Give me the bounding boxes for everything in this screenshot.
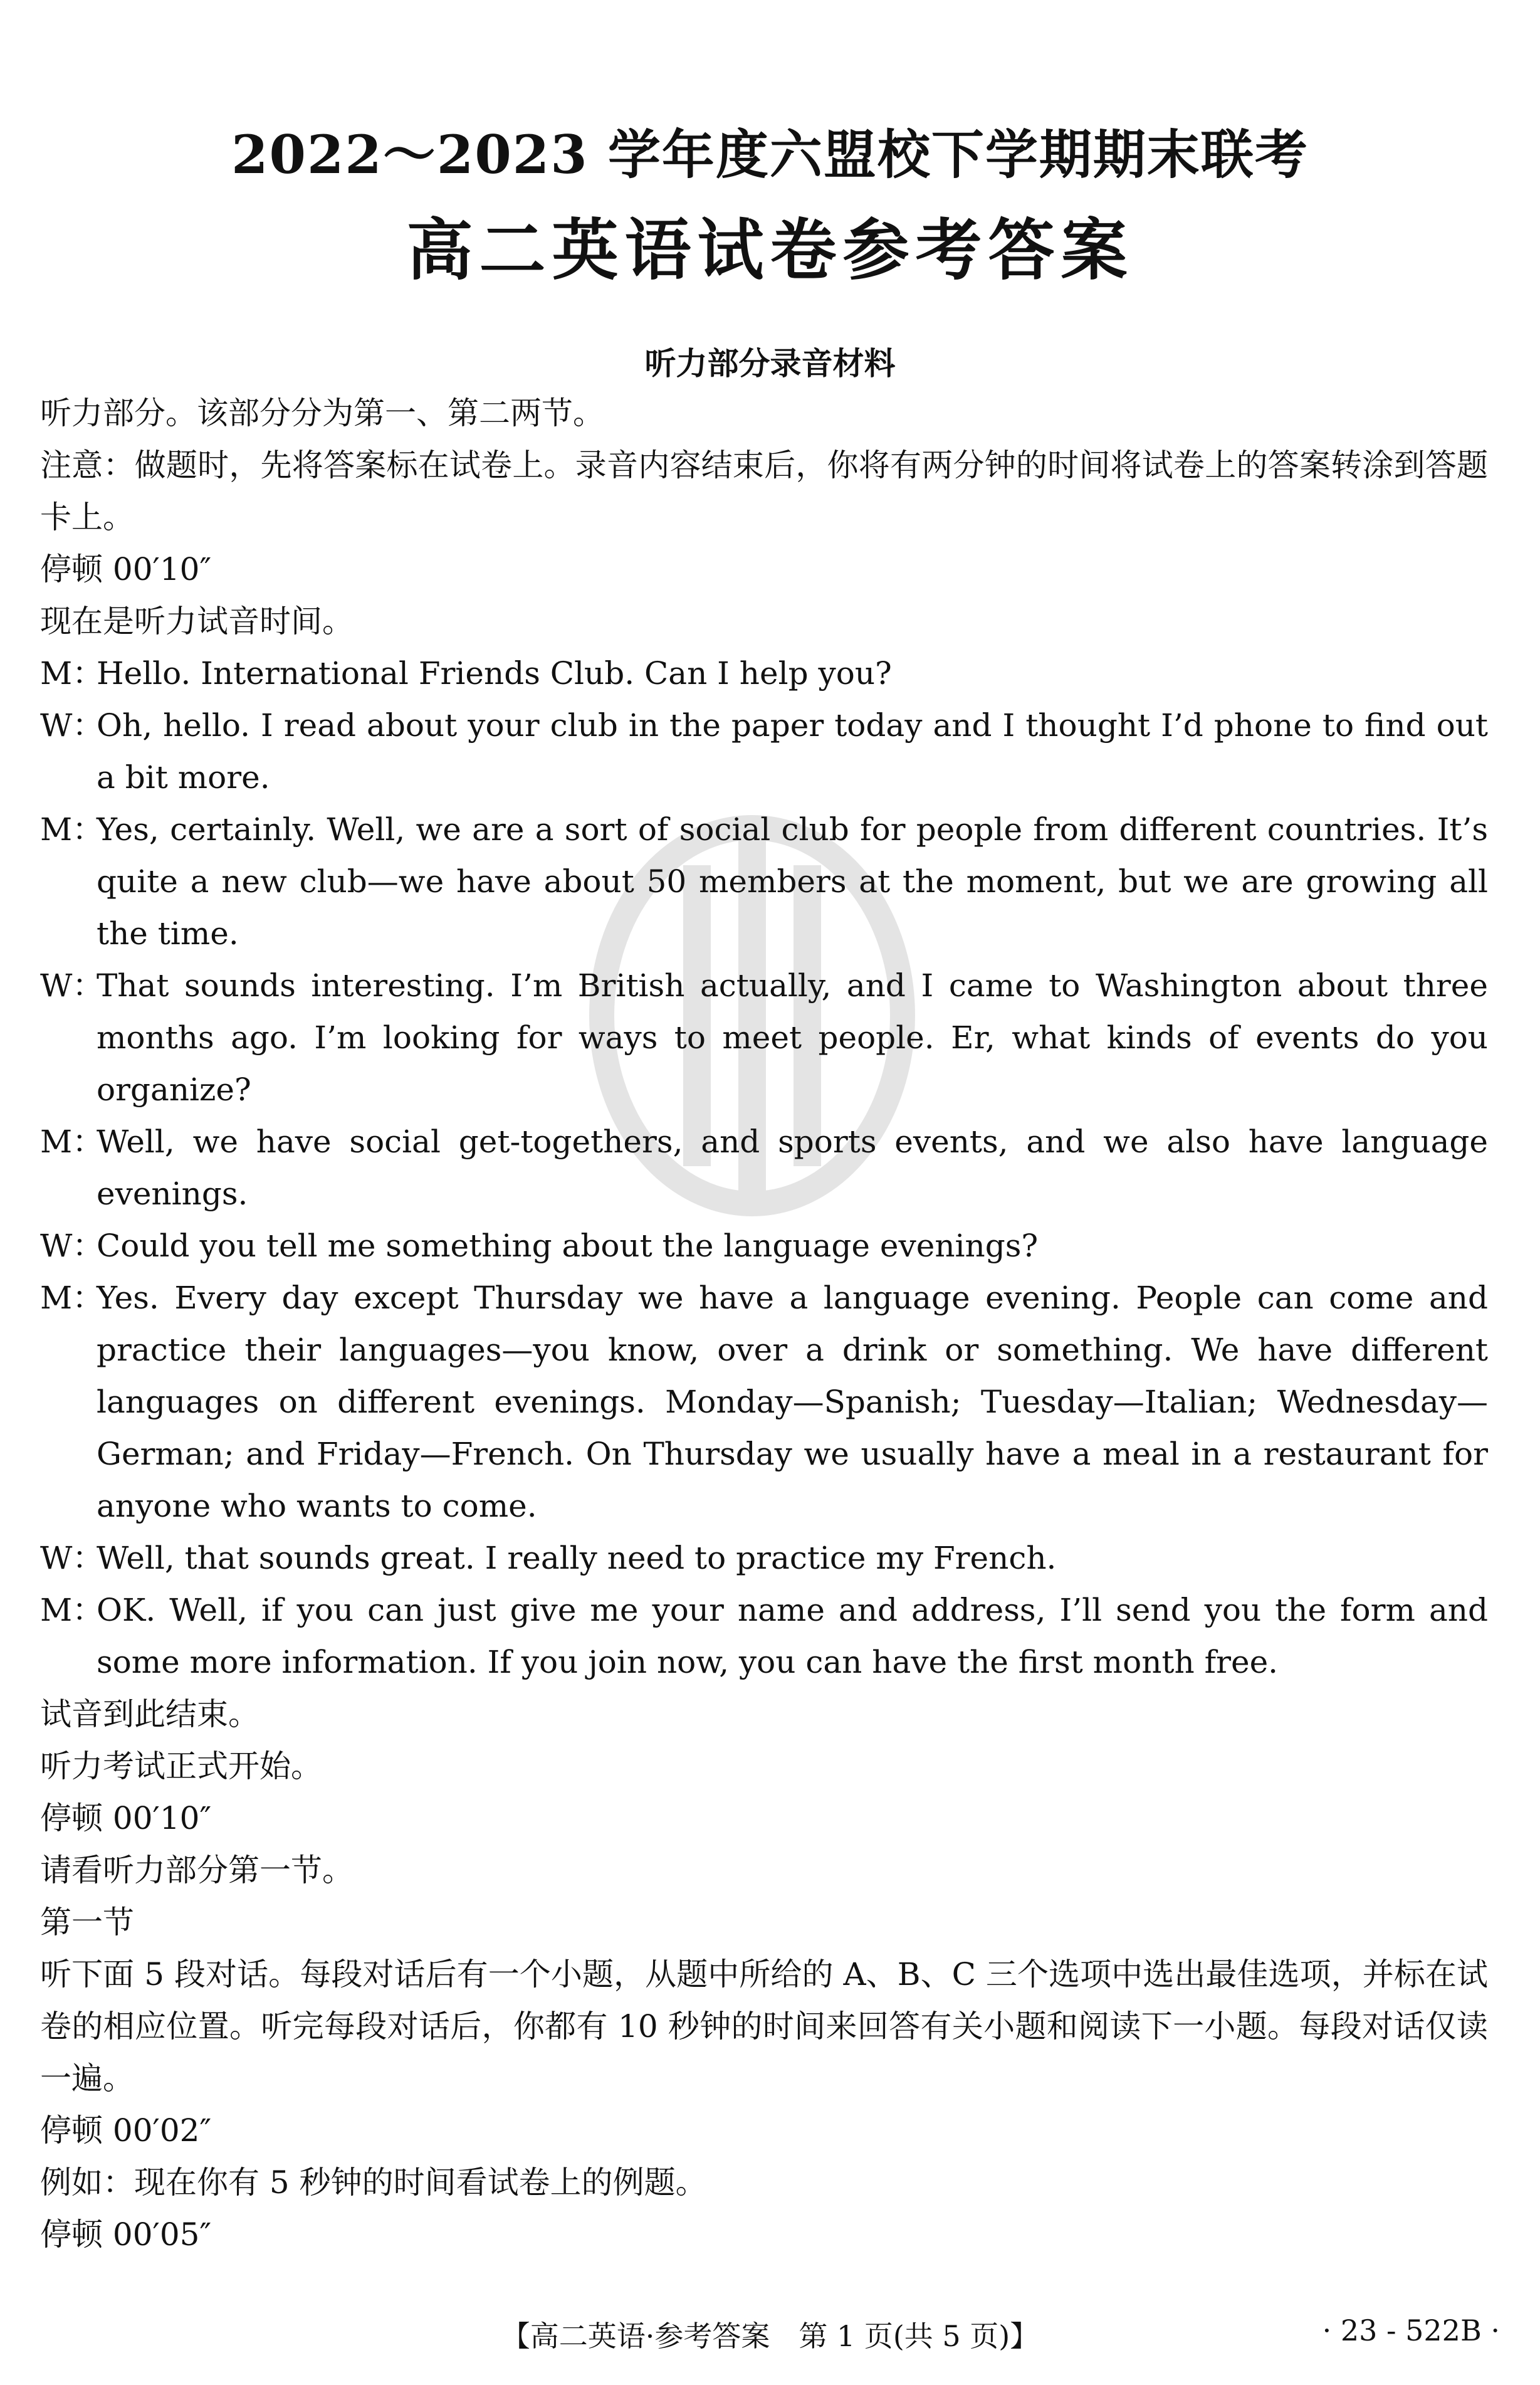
exam-title: 2022～2023 学年度六盟校下学期期末联考 xyxy=(231,124,1309,186)
speaker-label: W： xyxy=(40,967,104,1004)
intro-line: 注意：做题时，先将答案标在试卷上。录音内容结束后，你将有两分钟的时间将试卷上的答案转涂到答题卡上。 xyxy=(40,447,1488,535)
instruction-paragraph: 听下面 5 段对话。每段对话后有一个小题，从题中所给的 A、B、C 三个选项中选出最佳选项，并标在试卷的相应位置。听完每段对话后，你都有 10 秒钟的时间来回答有关小题和阅读下一小题。每段对话仅读一遍。 xyxy=(40,1956,1488,2097)
pause-line: 停顿 00′10″ xyxy=(40,1800,212,1836)
speaker-label: W： xyxy=(40,1228,104,1264)
speaker-label: M： xyxy=(40,811,104,848)
text-line: 听力考试正式开始。 xyxy=(40,1748,322,1784)
speaker-label: M： xyxy=(40,1592,104,1628)
text-line: 请看听力部分第一节。 xyxy=(40,1852,354,1888)
intro-line: 现在是听力试音时间。 xyxy=(40,603,354,640)
text-line: 例如：现在你有 5 秒钟的时间看试卷上的例题。 xyxy=(40,2164,707,2201)
dialogue-line xyxy=(40,648,1488,700)
dialogue-text: Could you tell me something about the language evenings? xyxy=(97,1228,1039,1264)
pause-line: 停顿 00′10″ xyxy=(40,551,212,587)
dialogue-line xyxy=(40,700,1488,804)
document-body xyxy=(40,387,1488,2261)
speaker-label: M： xyxy=(40,655,104,692)
subsection-label: 第一节 xyxy=(40,1904,134,1940)
pause-line: 停顿 00′02″ xyxy=(40,2112,212,2149)
dialogue-text: Oh, hello. I read about your club in the paper today and I thought I’d phone to find out a bit more. xyxy=(97,707,1488,796)
dialogue-text: That sounds interesting. I’m British actually, and I came to Washington about three months ago. I’m looking for ways to meet people. Er, what kinds of events do you organize? xyxy=(97,967,1488,1108)
speaker-label: W： xyxy=(40,707,104,744)
section-heading: 听力部分录音材料 xyxy=(644,345,896,382)
dialogue-text: Yes, certainly. Well, we are a sort of social club for people from different countries. It’s quite a new club—we have about 50 members at the moment, but we are growing all the time. xyxy=(97,811,1488,952)
text-line: 试音到此结束。 xyxy=(40,1696,259,1732)
dialogue-line xyxy=(40,1272,1488,1532)
dialogue-text: Yes. Every day except Thursday we have a language evening. People can come and practice their languages—you know, over a drink or something. We have different languages on different evenings. Monday—Spanish; Tuesday—Italian; Wednesday—German; and Friday—French. On Thursday we usually have a meal in a restaurant for anyone who wants to come. xyxy=(97,1280,1488,1524)
dialogue-line xyxy=(40,1220,1488,1272)
intro-line: 听力部分。该部分分为第一、第二两节。 xyxy=(40,395,604,431)
speaker-label: M： xyxy=(40,1124,104,1160)
dialogue-text: OK. Well, if you can just give me your name and address, I’ll send you the form and some more information. If you join now, you can have the first month free. xyxy=(97,1592,1488,1680)
pause-line: 停顿 00′05″ xyxy=(40,2216,212,2253)
page-footer: 【高二英语·参考答案 第 1 页(共 5 页)】 xyxy=(501,2319,1039,2353)
speaker-label: M： xyxy=(40,1280,104,1316)
dialogue-text: Well, we have social get-togethers, and sports events, and we also have language evenings. xyxy=(97,1124,1488,1212)
speaker-label: W： xyxy=(40,1540,104,1576)
dialogue-line xyxy=(40,960,1488,1116)
dialogue-line xyxy=(40,1116,1488,1220)
dialogue-line xyxy=(40,1532,1488,1584)
dialogue-line xyxy=(40,804,1488,960)
dialogue-text: Well, that sounds great. I really need to practice my French. xyxy=(97,1540,1057,1576)
paper-code: · 23 - 522B · xyxy=(1322,2314,1500,2347)
dialogue-text: Hello. International Friends Club. Can I help you? xyxy=(97,655,892,692)
paper-title: 高二英语试卷参考答案 xyxy=(406,212,1134,289)
dialogue-line xyxy=(40,1584,1488,1688)
